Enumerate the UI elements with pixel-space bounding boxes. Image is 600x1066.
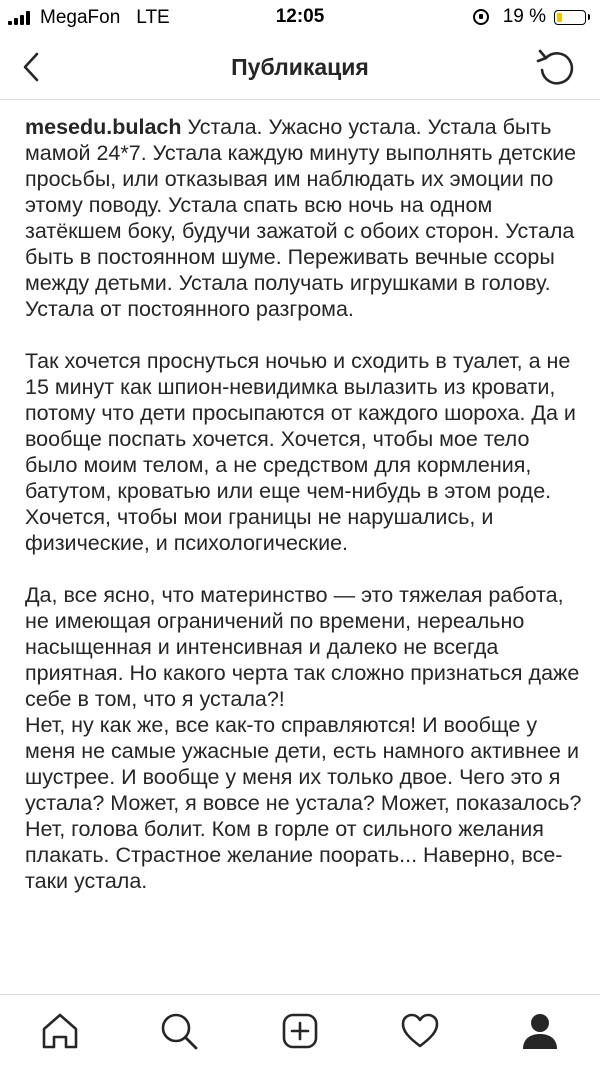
header: [0, 36, 600, 100]
network-type: LTE: [136, 7, 170, 28]
home-icon: [38, 1009, 82, 1053]
caption-paragraph-1: [25, 114, 585, 322]
username-link[interactable]: mesedu.bulach: [25, 115, 182, 139]
activity-heart-icon: [398, 1009, 442, 1053]
carrier-name: MegaFon: [40, 7, 121, 28]
caption-text-1: Устала. Ужасно устала. Устала быть мамой 24*7. Устала каждую минуту выполнять детские просьбы, или отказывая им наблюдать их эмоции по этому поводу. Устала спать всю ночь на одном затёкшем боку, будучи зажатой с обоих сторон. Устала быть в постоянном шуме. Переживать вечные ссоры между детьми. Устала получать игрушками в голову. Устала от постоянного разгрома.: [25, 115, 577, 321]
search-icon: [157, 1009, 201, 1053]
refresh-icon: [534, 46, 578, 90]
clock: 12:05: [275, 6, 325, 27]
battery-level: [557, 13, 562, 22]
battery-percent: 19 %: [502, 6, 546, 27]
tab-bar: [0, 994, 600, 1066]
tab-new-post[interactable]: [278, 1009, 322, 1053]
caption-paragraph-3: Да, все ясно, что материнство — это тяжелая работа, не имеющая ограничений по времени, нереально насыщенная и интенсивная и далеко не всегда приятная. Но какого черта так сложно признаться даже себе в том, что я устала?!: [25, 583, 580, 711]
page-title: Публикация: [231, 54, 369, 80]
refresh-button[interactable]: [534, 46, 578, 90]
profile-icon: [518, 1009, 562, 1053]
tab-search[interactable]: [157, 1009, 201, 1053]
tab-activity[interactable]: [398, 1009, 442, 1053]
battery-icon: [554, 10, 586, 25]
post-caption: [25, 114, 585, 894]
caption-paragraph-4: Нет, ну как же, все как-то справляются! И вообще у меня не самые ужасные дети, есть намного активнее и шустрее. И вообще у меня их только двое. Чего это я устала? Может, я вовсе не устала? Может, показалось? Нет, голова болит. Ком в горле от сильного желания плакать. Страстное желание поорать... Наверно, все-таки устала.: [25, 713, 582, 893]
tab-profile[interactable]: [518, 1009, 562, 1053]
tab-home[interactable]: [38, 1009, 82, 1053]
status-bar: [0, 0, 600, 36]
orientation-lock-icon: [473, 9, 489, 25]
caption-paragraph-2: Так хочется проснуться ночью и сходить в туалет, а не 15 минут как шпион-невидимка вылазить из кровати, потому что дети просыпаются от каждого шороха. Да и вообще поспать хочется. Хочется, чтобы мое тело было моим телом, а не средством для кормления, батутом, кроватью или еще чем-нибудь в этом роде. Хочется, чтобы мои границы не нарушались, и физические, и психологические.: [25, 349, 576, 555]
status-right: [473, 6, 586, 28]
new-post-icon: [278, 1009, 322, 1053]
